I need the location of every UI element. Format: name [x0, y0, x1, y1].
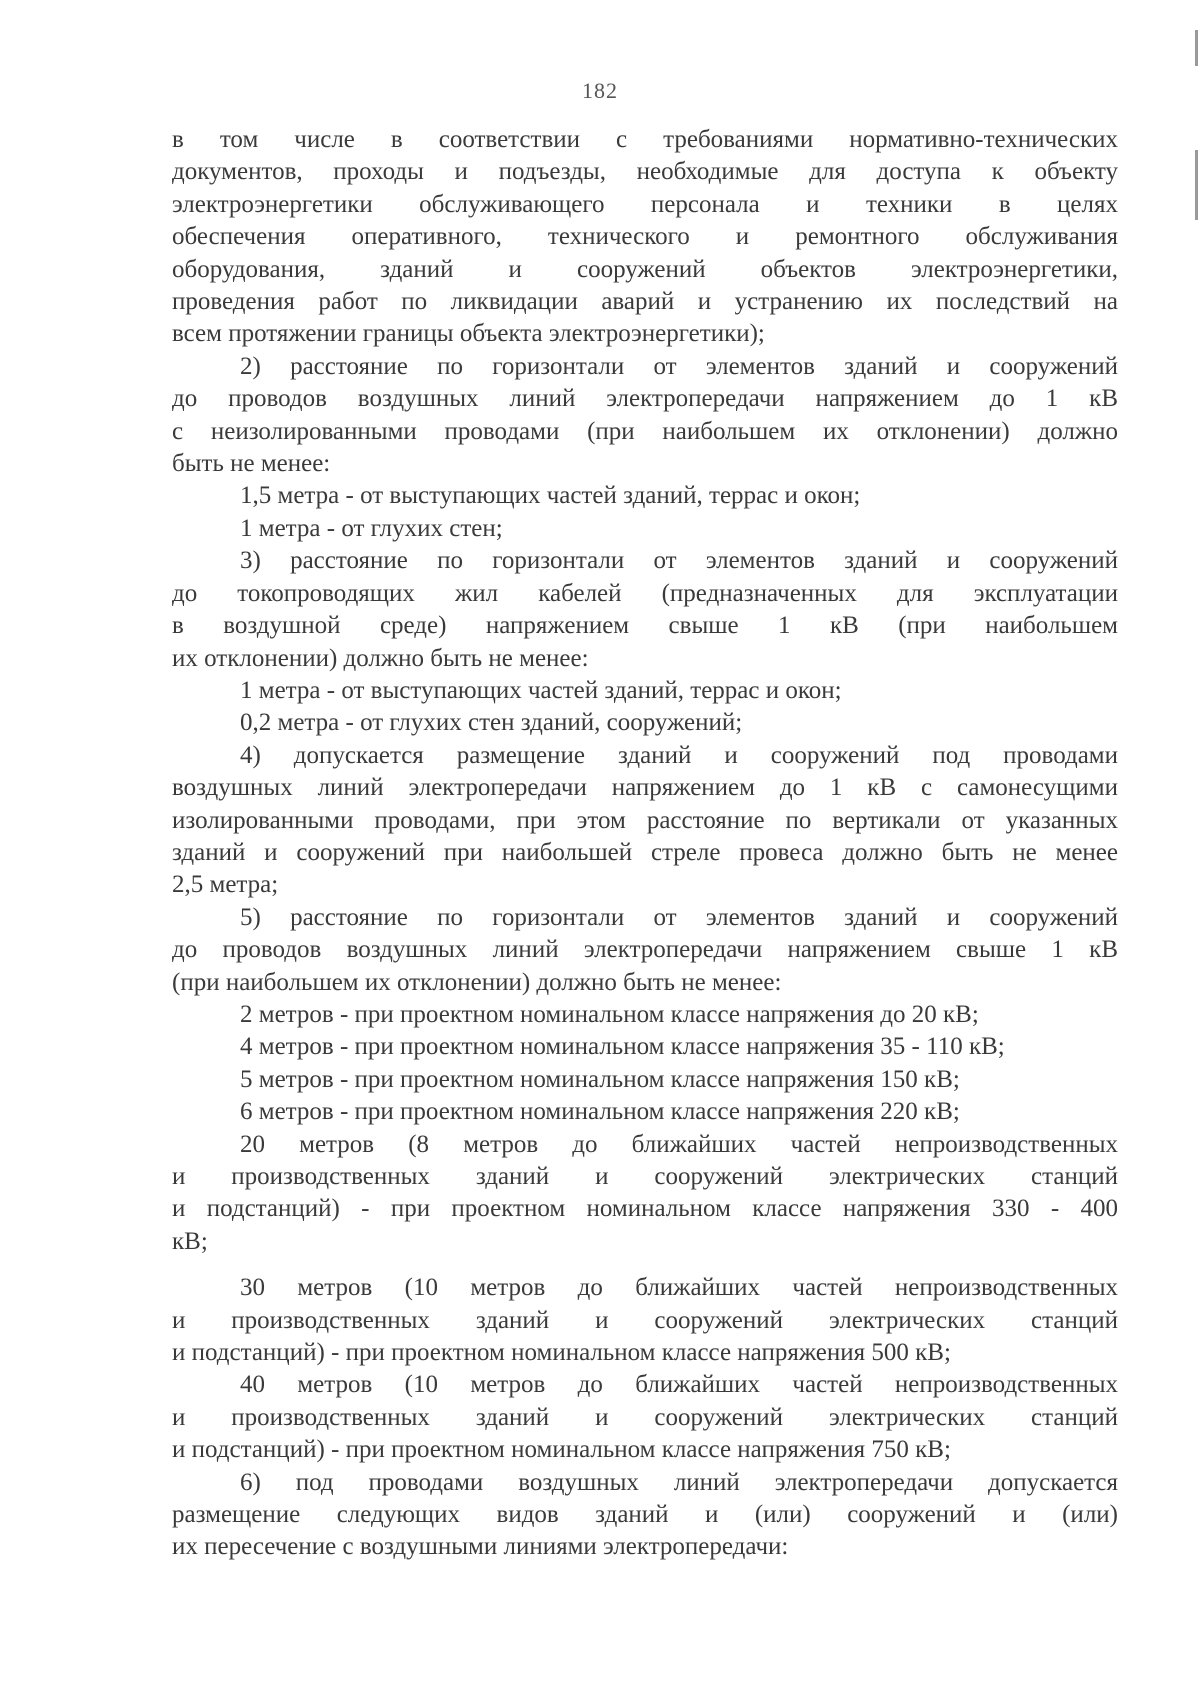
text-line: с неизолированными проводами (при наибольшем их отклонении) должно [172, 417, 1118, 445]
page-number: 182 [582, 78, 618, 103]
text-line: и производственных зданий и сооружений электрических станций [172, 1403, 1118, 1431]
text-line: до проводов воздушных линий электропередачи напряжением до 1 кВ [172, 385, 1118, 413]
text-line: их отклонении) должно быть не менее: [172, 644, 589, 672]
text-line: 20 метров (8 метров до ближайших частей непроизводственных [240, 1130, 1118, 1158]
text-line: всем протяжении границы объекта электроэнергетики); [172, 320, 765, 348]
text-line: 1 метра - от глухих стен; [240, 514, 503, 542]
text-line: размещение следующих видов зданий и (или) сооружений и (или) [172, 1501, 1118, 1529]
text-line: 5) расстояние по горизонтали от элементов зданий и сооружений [240, 903, 1118, 931]
text-line: (при наибольшем их отклонении) должно быть не менее: [172, 968, 782, 996]
text-line: в том числе в соответствии с требованиями нормативно-технических [172, 126, 1118, 153]
text-line: и производственных зданий и сооружений электрических станций [172, 1306, 1118, 1334]
scan-margin-mark [1195, 150, 1198, 220]
text-line: быть не менее: [172, 450, 331, 478]
text-line: 2) расстояние по горизонтали от элементов зданий и сооружений [240, 352, 1118, 380]
text-line: кВ; [172, 1227, 208, 1255]
text-line: воздушных линий электропередачи напряжением до 1 кВ с самонесущими [172, 774, 1118, 802]
scan-margin-mark [1195, 30, 1198, 66]
text-line: в воздушной среде) напряжением свыше 1 кВ (при наибольшем [172, 612, 1118, 640]
text-line: проведения работ по ликвидации аварий и устранению их последствий на [172, 288, 1118, 316]
text-line: 40 метров (10 метров до ближайших частей непроизводственных [240, 1371, 1118, 1399]
text-line: 4 метров - при проектном номинальном классе напряжения 35 - 110 кВ; [240, 1033, 1005, 1061]
text-line: 6 метров - при проектном номинальном классе напряжения 220 кВ; [240, 1098, 960, 1126]
text-line: 6) под проводами воздушных линий электропередачи допускается [240, 1468, 1118, 1496]
text-line: 4) допускается размещение зданий и сооружений под проводами [240, 741, 1118, 769]
text-line: и подстанций) - при проектном номинальном классе напряжения 330 - 400 [172, 1195, 1118, 1223]
text-line: 2,5 метра; [172, 871, 279, 899]
text-line: 0,2 метра - от глухих стен зданий, сооружений; [240, 709, 743, 737]
text-line: и подстанций) - при проектном номинальном классе напряжения 750 кВ; [172, 1436, 951, 1464]
text-line: их пересечение с воздушными линиями электропередачи: [172, 1533, 789, 1561]
text-line: изолированными проводами, при этом расстояние по вертикали от указанных [172, 806, 1118, 834]
text-line: обеспечения оперативного, технического и ремонтного обслуживания [172, 223, 1118, 251]
text-line: оборудования, зданий и сооружений объектов электроэнергетики, [172, 255, 1118, 283]
text-line: 1,5 метра - от выступающих частей зданий, террас и окон; [240, 482, 861, 510]
text-line: 30 метров (10 метров до ближайших частей непроизводственных [240, 1274, 1118, 1302]
text-line: и производственных зданий и сооружений электрических станций [172, 1163, 1118, 1190]
document-body [172, 124, 1118, 1564]
text-line: 5 метров - при проектном номинальном классе напряжения 150 кВ; [240, 1065, 960, 1093]
text-line: зданий и сооружений при наибольшей стреле провеса должно быть не менее [172, 838, 1118, 866]
text-line: 3) расстояние по горизонтали от элементов зданий и сооружений [240, 547, 1118, 575]
text-line: 1 метра - от выступающих частей зданий, террас и окон; [240, 676, 842, 704]
text-line: и подстанций) - при проектном номинальном классе напряжения 500 кВ; [172, 1339, 951, 1367]
text-line: документов, проходы и подъезды, необходимые для доступа к объекту [172, 158, 1118, 186]
text-line: электроэнергетики обслуживающего персонала и техники в целях [172, 190, 1118, 218]
text-line: до токопроводящих жил кабелей (предназначенных для эксплуатации [172, 579, 1118, 607]
text-line: 2 метров - при проектном номинальном классе напряжения до 20 кВ; [240, 1000, 979, 1028]
text-line: до проводов воздушных линий электропередачи напряжением свыше 1 кВ [172, 936, 1118, 964]
